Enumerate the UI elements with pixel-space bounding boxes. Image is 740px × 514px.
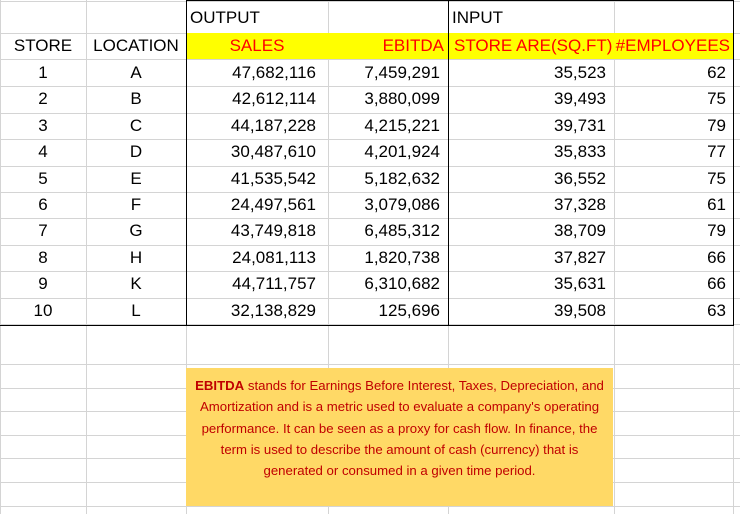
cell-employees[interactable]: 79: [707, 221, 726, 240]
header-employees[interactable]: #EMPLOYEES: [615, 36, 730, 55]
cell-sales[interactable]: 44,187,228: [230, 116, 316, 135]
cell-employees[interactable]: 77: [707, 142, 726, 161]
cell-location[interactable]: D: [129, 142, 143, 161]
cell-store[interactable]: 2: [38, 89, 48, 108]
cell-location[interactable]: L: [131, 301, 141, 320]
cell-ebitda[interactable]: 3,079,086: [364, 195, 440, 214]
cell-store[interactable]: 9: [38, 274, 48, 293]
cell-sales[interactable]: 43,749,818: [230, 221, 316, 240]
cell-ebitda[interactable]: 7,459,291: [364, 63, 440, 82]
ebitda-note[interactable]: [186, 368, 613, 506]
gridline: [0, 1, 740, 2]
header-location[interactable]: LOCATION: [93, 36, 179, 55]
header-store[interactable]: STORE: [13, 36, 73, 55]
cell-sales[interactable]: 24,081,113: [232, 248, 316, 267]
header-ebitda[interactable]: EBITDA: [382, 36, 444, 55]
cell-area[interactable]: 35,631: [554, 274, 606, 293]
cell-location[interactable]: C: [129, 116, 143, 135]
cell-store[interactable]: 5: [38, 169, 48, 188]
cell-area[interactable]: 38,709: [554, 221, 606, 240]
cell-store[interactable]: 1: [38, 63, 48, 82]
cell-employees[interactable]: 75: [707, 89, 726, 108]
cell-ebitda[interactable]: 6,310,682: [364, 274, 440, 293]
note-text: stands for Earnings Before Interest, Taxes, Depreciation, and Amortization and is a metric used to evaluate a company's operating performance. It can be seen as a proxy for cash flow. In finance, the term is used to describe the amount of cash (currency) that is generated or consumed in a given time period.: [199, 378, 604, 479]
group-output-label[interactable]: OUTPUT: [190, 8, 260, 27]
cell-area[interactable]: 39,731: [554, 116, 606, 135]
cell-sales[interactable]: 44,711,757: [232, 274, 316, 293]
cell-ebitda[interactable]: 6,485,312: [364, 221, 440, 240]
group-input-label[interactable]: INPUT: [452, 8, 503, 27]
cell-area[interactable]: 37,328: [554, 195, 606, 214]
gridline: [0, 364, 740, 365]
cell-employees[interactable]: 66: [707, 274, 726, 293]
cell-sales[interactable]: 47,682,116: [232, 63, 316, 82]
cell-location[interactable]: B: [130, 89, 142, 108]
cell-store[interactable]: 6: [38, 195, 48, 214]
cell-ebitda[interactable]: 4,201,924: [364, 142, 440, 161]
cell-location[interactable]: H: [129, 248, 143, 267]
cell-ebitda[interactable]: 1,820,738: [364, 248, 440, 267]
cell-employees[interactable]: 61: [707, 195, 726, 214]
cell-store[interactable]: 3: [38, 116, 48, 135]
cell-employees[interactable]: 63: [707, 301, 726, 320]
note-term: EBITDA: [195, 378, 245, 393]
cell-location[interactable]: F: [130, 195, 142, 214]
cell-employees[interactable]: 79: [707, 116, 726, 135]
cell-location[interactable]: E: [130, 169, 142, 188]
cell-location[interactable]: A: [130, 63, 142, 82]
gridline: [0, 506, 740, 507]
cell-area[interactable]: 35,523: [554, 63, 606, 82]
cell-area[interactable]: 39,493: [554, 89, 606, 108]
cell-ebitda[interactable]: 4,215,221: [364, 116, 440, 135]
border-line: [733, 0, 734, 325]
cell-ebitda[interactable]: 5,182,632: [364, 169, 440, 188]
cell-area[interactable]: 36,552: [554, 169, 606, 188]
header-sales[interactable]: SALES: [229, 36, 285, 55]
cell-sales[interactable]: 41,535,542: [230, 169, 316, 188]
cell-sales[interactable]: 24,497,561: [230, 195, 316, 214]
cell-store[interactable]: 8: [38, 248, 48, 267]
cell-ebitda[interactable]: 125,696: [378, 301, 440, 320]
cell-sales[interactable]: 32,138,829: [230, 301, 316, 320]
cell-store[interactable]: 4: [38, 142, 48, 161]
cell-area[interactable]: 39,508: [554, 301, 606, 320]
cell-area[interactable]: 35,833: [554, 142, 606, 161]
cell-employees[interactable]: 75: [707, 169, 726, 188]
cell-store[interactable]: 10: [33, 301, 53, 320]
cell-sales[interactable]: 30,487,610: [230, 142, 316, 161]
cell-employees[interactable]: 62: [707, 63, 726, 82]
cell-location[interactable]: G: [129, 221, 143, 240]
cell-store[interactable]: 7: [38, 221, 48, 240]
border-line: [186, 0, 734, 1]
cell-location[interactable]: K: [130, 274, 142, 293]
cell-area[interactable]: 37,827: [554, 248, 606, 267]
header-area[interactable]: STORE ARE(SQ.FT): [454, 36, 613, 55]
cell-employees[interactable]: 66: [707, 248, 726, 267]
cell-ebitda[interactable]: 3,880,099: [364, 89, 440, 108]
cell-sales[interactable]: 42,612,114: [232, 89, 316, 108]
border-line: [0, 325, 734, 326]
